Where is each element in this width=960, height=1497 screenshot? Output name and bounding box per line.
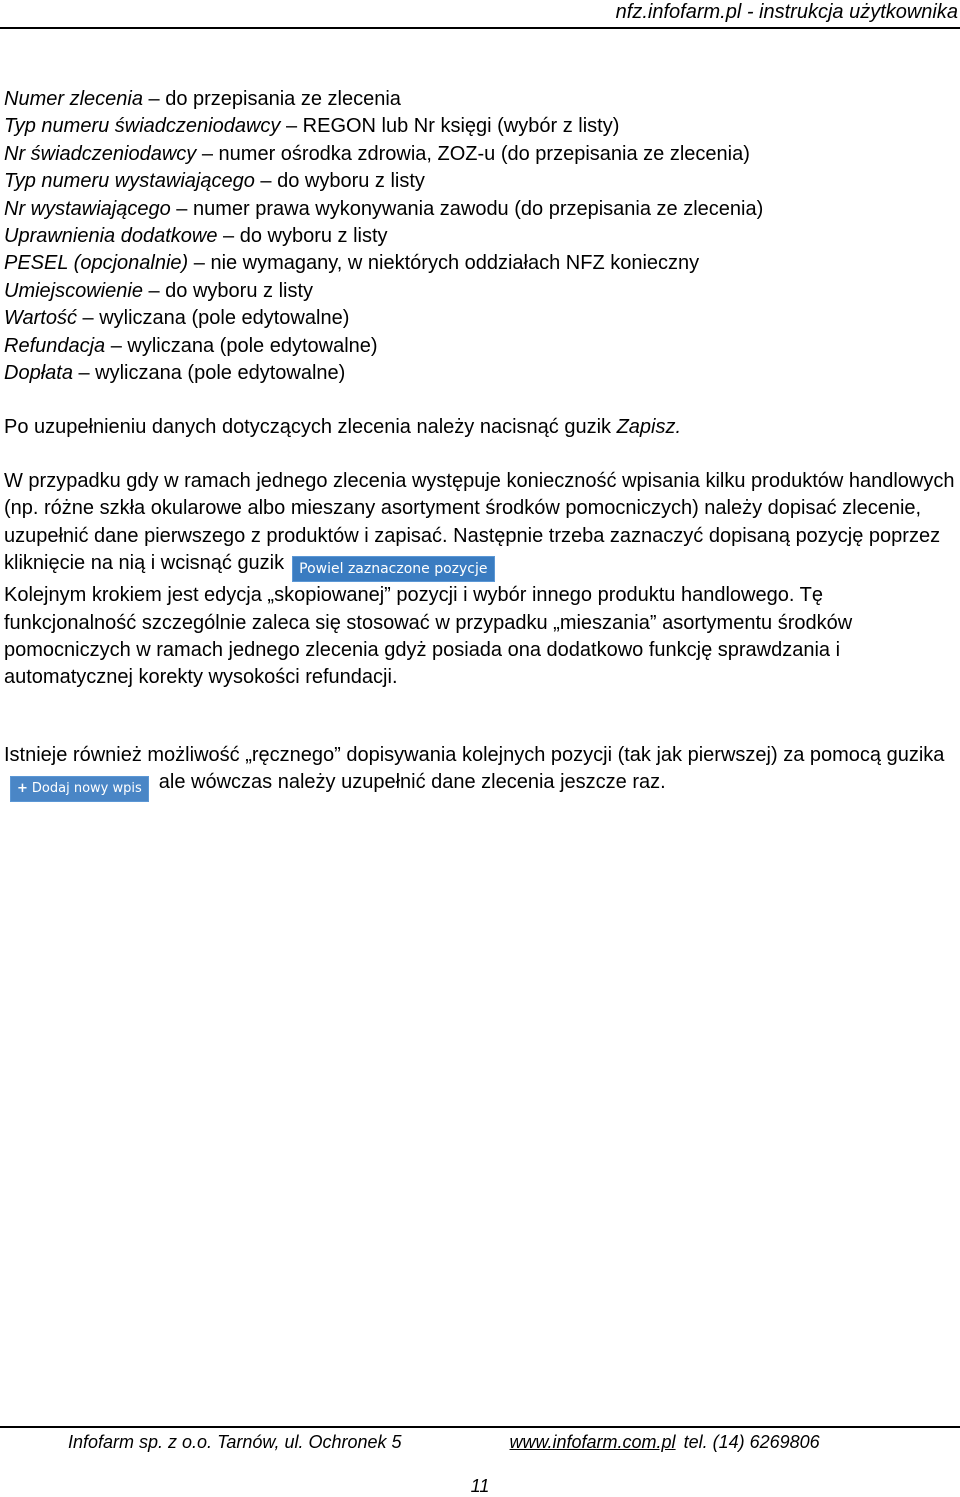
field-line [4,360,954,387]
manual-add-followup-text: ale wówczas należy uzupełnić dane zlecenia jeszcze raz. [158,771,666,794]
field-description: – REGON lub Nr księgi (wybór z listy) [280,115,620,138]
field-line [4,278,954,305]
manual-add-paragraph [4,742,956,802]
duplicate-followup-text: Kolejnym krokiem jest edycja „skopiowanej” pozycji i wybór innego produktu handlowego. Tę funkcjonalność szczególnie zaleca się stosować w przypadku „mieszania” asortymentu środków pomocniczych w ramach jednego zlecenia gdyż posiada ona dodatkowo funkcję sprawdzania i automatycznej korekty wysokości refundacji. [4,584,853,689]
field-description: – do wyboru z listy [217,225,388,248]
field-line [4,305,954,332]
footer-website-link[interactable]: www.infofarm.com.pl [509,1432,676,1452]
field-label: Nr wystawiającego [4,197,171,220]
field-line [4,196,954,223]
field-line [4,223,954,250]
field-label: Uprawnienia dodatkowe [4,225,218,248]
add-new-entry-label: Dodaj nowy wpis [31,781,142,797]
field-description: – wyliczana (pole edytowalne) [105,334,378,357]
field-description: – do przepisania ze zlecenia [142,88,401,110]
page-footer [68,1431,820,1453]
field-description: – wyliczana (pole edytowalne) [76,307,350,330]
field-line [4,250,954,277]
field-label: Typ numeru świadczeniodawcy [4,115,281,138]
field-label: Umiejscowienie [4,279,143,302]
field-line [4,113,954,140]
field-description: – nie wymagany, w niektórych oddziałach NFZ konieczny [188,252,700,275]
field-description-list [4,86,954,387]
plus-icon: + [17,781,28,797]
save-instruction-text: Po uzupełnieniu danych dotyczących zlecenia należy nacisnąć guzik [4,416,617,438]
field-label: PESEL (opcjonalnie) [4,252,189,275]
field-label: Refundacja [4,334,106,357]
field-line [4,141,954,168]
header-divider [0,27,960,29]
page-header-title: nfz.infofarm.pl - instrukcja użytkownika [615,1,958,23]
save-button-name: Zapisz. [616,416,682,438]
field-label: Wartość [4,307,77,330]
add-new-entry-button[interactable] [10,776,149,802]
footer-phone: tel. (14) 6269806 [683,1432,820,1452]
page-number: 11 [470,1476,490,1496]
field-label: Nr świadczeniodawcy [4,142,197,165]
field-line [4,168,954,195]
field-description: – wyliczana (pole edytowalne) [72,362,346,385]
field-description: – numer ośrodka zdrowia, ZOZ-u (do przepisania ze zlecenia) [196,142,750,165]
footer-company: Infofarm sp. z o.o. Tarnów, ul. Ochronek 5 [68,1432,402,1452]
field-label: Numer zlecenia [4,88,143,110]
duplicate-selected-button[interactable]: Powiel zaznaczone pozycje [292,556,494,582]
footer-divider [0,1426,960,1428]
field-description: – do wyboru z listy [142,279,314,302]
field-line [4,333,954,360]
field-label: Typ numeru wystawiającego [4,170,255,193]
field-label: Dopłata [4,362,73,385]
field-line [4,86,954,113]
save-instruction-paragraph [4,414,956,441]
field-description: – numer prawa wykonywania zawodu (do przepisania ze zlecenia) [170,197,764,220]
duplicate-instruction-text: W przypadku gdy w ramach jednego zlecenia występuje konieczność wpisania kilku produktów handlowych (np. różne szkła okularowe albo mieszany asortyment środków pomocniczych) należy dopisać zlecenie, uzupełnić dane pierwszego z produktów i zapisać. Następnie trzeba zaznaczyć dopisaną pozycję poprzez kliknięcie na nią i wcisnąć guzik [4,470,955,575]
manual-add-text: Istnieje również możliwość „ręcznego” dopisywania kolejnych pozycji (tak jak pierwszej) za pomocą guzika [4,744,945,766]
duplicate-instruction-paragraph [4,468,956,692]
field-description: – do wyboru z listy [254,170,425,193]
